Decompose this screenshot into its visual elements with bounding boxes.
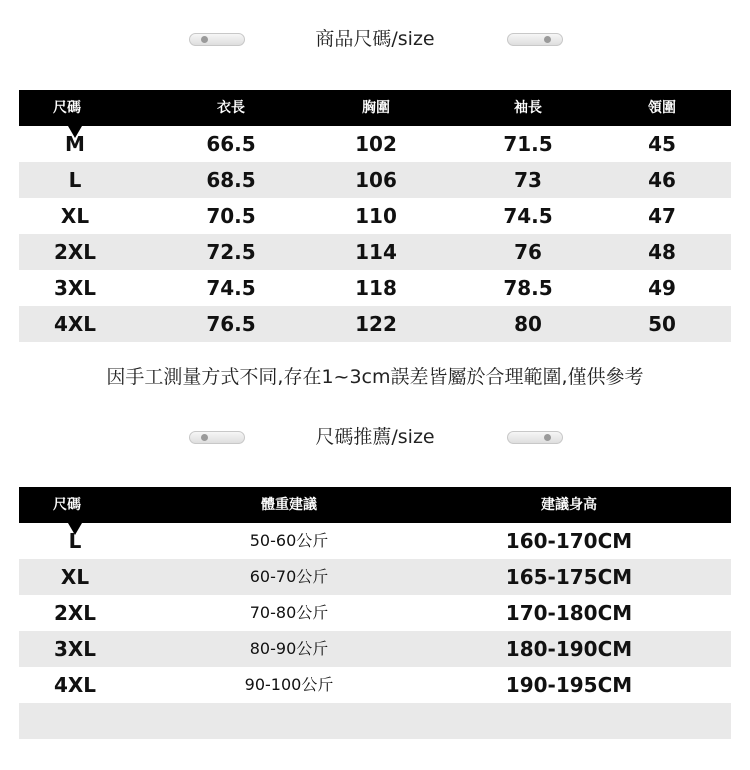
table-cell: 106 bbox=[355, 168, 397, 192]
table-cell: 49 bbox=[648, 276, 676, 300]
table-cell: L bbox=[68, 168, 82, 192]
table-row bbox=[19, 270, 731, 306]
table-cell: 76.5 bbox=[206, 312, 256, 336]
table-cell: 47 bbox=[648, 204, 676, 228]
table-row bbox=[19, 523, 731, 559]
header-length: 衣長 bbox=[217, 100, 245, 116]
table-cell: 45 bbox=[648, 132, 676, 156]
size-table bbox=[19, 90, 731, 342]
recommend-chart-title: 尺碼推薦/size bbox=[315, 426, 435, 448]
table-row bbox=[19, 559, 731, 595]
recommend-table bbox=[19, 487, 731, 739]
table-cell: 60-70公斤 bbox=[249, 567, 329, 586]
table-row bbox=[19, 198, 731, 234]
table-cell: 165-175CM bbox=[505, 565, 633, 589]
table-cell: 122 bbox=[355, 312, 397, 336]
table-row bbox=[19, 667, 731, 703]
table-cell: 80 bbox=[514, 312, 542, 336]
size-chart-title: 商品尺碼/size bbox=[315, 28, 435, 50]
table-cell: 90-100公斤 bbox=[244, 675, 334, 694]
table-cell: 3XL bbox=[53, 276, 97, 300]
table-cell: 180-190CM bbox=[505, 637, 633, 661]
table-cell: 3XL bbox=[53, 637, 97, 661]
table-row bbox=[19, 306, 731, 342]
table-row bbox=[19, 234, 731, 270]
table-row bbox=[19, 595, 731, 631]
header-weight: 體重建議 bbox=[261, 497, 317, 513]
table-row bbox=[19, 126, 731, 162]
table-cell: 4XL bbox=[53, 312, 97, 336]
table-row bbox=[19, 631, 731, 667]
size-table-header bbox=[19, 90, 731, 126]
table-row bbox=[19, 162, 731, 198]
table-cell: 74.5 bbox=[503, 204, 553, 228]
table-cell: 76 bbox=[514, 240, 542, 264]
recommend-chart-heading bbox=[0, 417, 750, 457]
table-cell: 50 bbox=[648, 312, 676, 336]
table-cell: M bbox=[65, 132, 85, 156]
table-cell: 160-170CM bbox=[505, 529, 633, 553]
table-cell: 46 bbox=[648, 168, 676, 192]
recommend-table-header bbox=[19, 487, 731, 523]
table-cell: 74.5 bbox=[206, 276, 256, 300]
table-cell: 48 bbox=[648, 240, 676, 264]
header-chest: 胸圍 bbox=[362, 100, 390, 116]
table-cell: XL bbox=[60, 204, 90, 228]
header-sleeve: 袖長 bbox=[514, 100, 542, 116]
table-cell: 190-195CM bbox=[505, 673, 633, 697]
table-cell: 110 bbox=[355, 204, 397, 228]
table-cell: 118 bbox=[355, 276, 397, 300]
table-cell: 72.5 bbox=[206, 240, 256, 264]
table-cell: 73 bbox=[514, 168, 542, 192]
table-cell: 71.5 bbox=[503, 132, 553, 156]
decorative-toggle-right bbox=[507, 431, 563, 444]
table-cell: 68.5 bbox=[206, 168, 256, 192]
toggle-knob-icon bbox=[544, 36, 551, 43]
empty-row bbox=[19, 703, 731, 739]
size-chart-heading bbox=[0, 19, 750, 59]
table-cell: 78.5 bbox=[503, 276, 553, 300]
table-cell: 170-180CM bbox=[505, 601, 633, 625]
header-size: 尺碼 bbox=[53, 497, 81, 513]
table-cell: 2XL bbox=[53, 240, 97, 264]
table-cell: XL bbox=[60, 565, 90, 589]
table-cell: 70.5 bbox=[206, 204, 256, 228]
decorative-toggle-right bbox=[507, 33, 563, 46]
table-cell: 4XL bbox=[53, 673, 97, 697]
table-cell: 80-90公斤 bbox=[249, 639, 329, 658]
table-cell: 50-60公斤 bbox=[249, 531, 329, 550]
header-height: 建議身高 bbox=[541, 497, 597, 513]
header-size: 尺碼 bbox=[53, 100, 81, 116]
table-cell: 2XL bbox=[53, 601, 97, 625]
table-cell: 102 bbox=[355, 132, 397, 156]
table-cell: 70-80公斤 bbox=[249, 603, 329, 622]
measurement-note: 因手工測量方式不同,存在1~3cm誤差皆屬於合理範圍,僅供參考 bbox=[106, 366, 644, 388]
header-collar: 領圍 bbox=[648, 100, 676, 116]
table-cell: 114 bbox=[355, 240, 397, 264]
table-cell: L bbox=[68, 529, 82, 553]
table-cell: 66.5 bbox=[206, 132, 256, 156]
toggle-knob-icon bbox=[544, 434, 551, 441]
